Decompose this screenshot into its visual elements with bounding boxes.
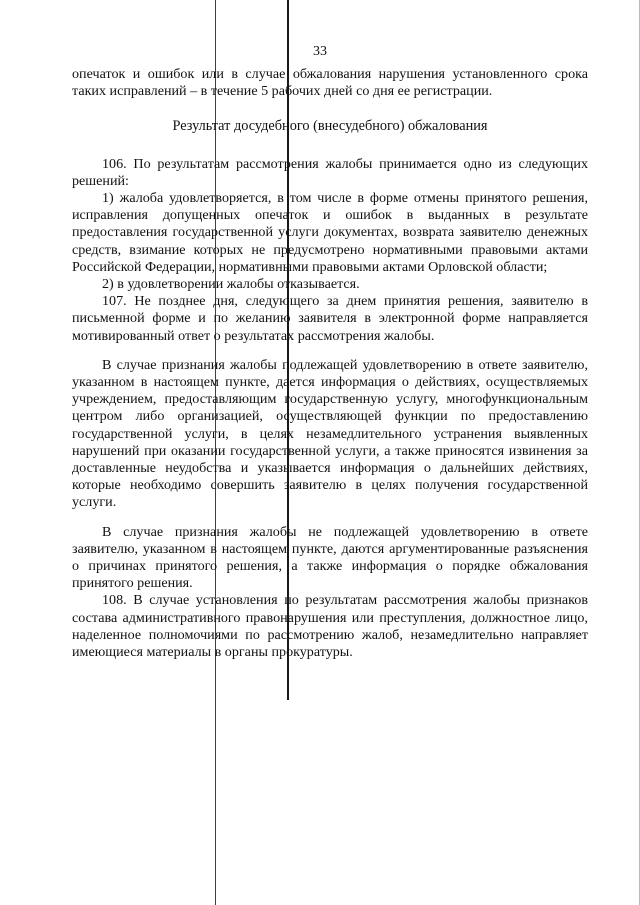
paragraph-106-item-1: 1) жалоба удовлетворяется, в том числе в форме отмены принятого решения, исправления допущенных опечаток и ошибок в выданных в результате предоставления государственной услуги документах, возврата заявителю денежных средств, взимание которых не предусмотрено нормативными правовыми актами Российской Федерации, нормативными правовыми актами Орловской области; (72, 190, 588, 275)
paragraph-107-negative: В случае признания жалобы не подлежащей удовлетворению в ответе заявителю, указанном в настоящем пункте, даются аргументированные разъяснения о причинах принятого решения, а также информация о порядке обжалования принятого решения. (72, 523, 588, 592)
paragraph-107: 107. Не позднее дня, следующего за днем принятия решения, заявителю в письменной форме и по желанию заявителя в электронной форме направляется мотивированный ответ о результатах рассмотрения жалобы. (72, 293, 588, 344)
paragraph-106: 106. По результатам рассмотрения жалобы принимается одно из следующих решений: (72, 155, 588, 189)
section-heading: Результат досудебного (внесудебного) обжалования (172, 118, 488, 135)
paragraph-107-positive: В случае признания жалобы подлежащей удовлетворению в ответе заявителю, указанном в настоящем пункте, дается информация о действиях, осуществляемых учреждением, предоставляющим государственную услугу, многофункциональным центром либо организацией, осуществляющей функции по предоставлению государственной услуги, в целях незамедлительного устранения выявленных нарушений при оказании государственной услуги, а также приносятся извинения за доставленные неудобства и указывается информация о дальнейших действиях, которые необходимо совершить заявителю в целях получения государственной услуги. (72, 356, 588, 511)
document-body (72, 66, 588, 661)
paragraph-106-item-2: 2) в удовлетворении жалобы отказывается. (102, 276, 360, 293)
paragraph-continuation: опечаток и ошибок или в случае обжалования нарушения установленного срока таких исправлений – в течение 5 рабочих дней со дня ее регистрации. (72, 66, 588, 100)
page-number: 33 (313, 44, 327, 59)
paragraph-108: 108. В случае установления по результатам рассмотрения жалобы признаков состава административного правонарушения или преступления, должностное лицо, наделенное полномочиями по рассмотрению жалоб, незамедлительно направляет имеющиеся материалы в органы прокуратуры. (72, 592, 588, 661)
